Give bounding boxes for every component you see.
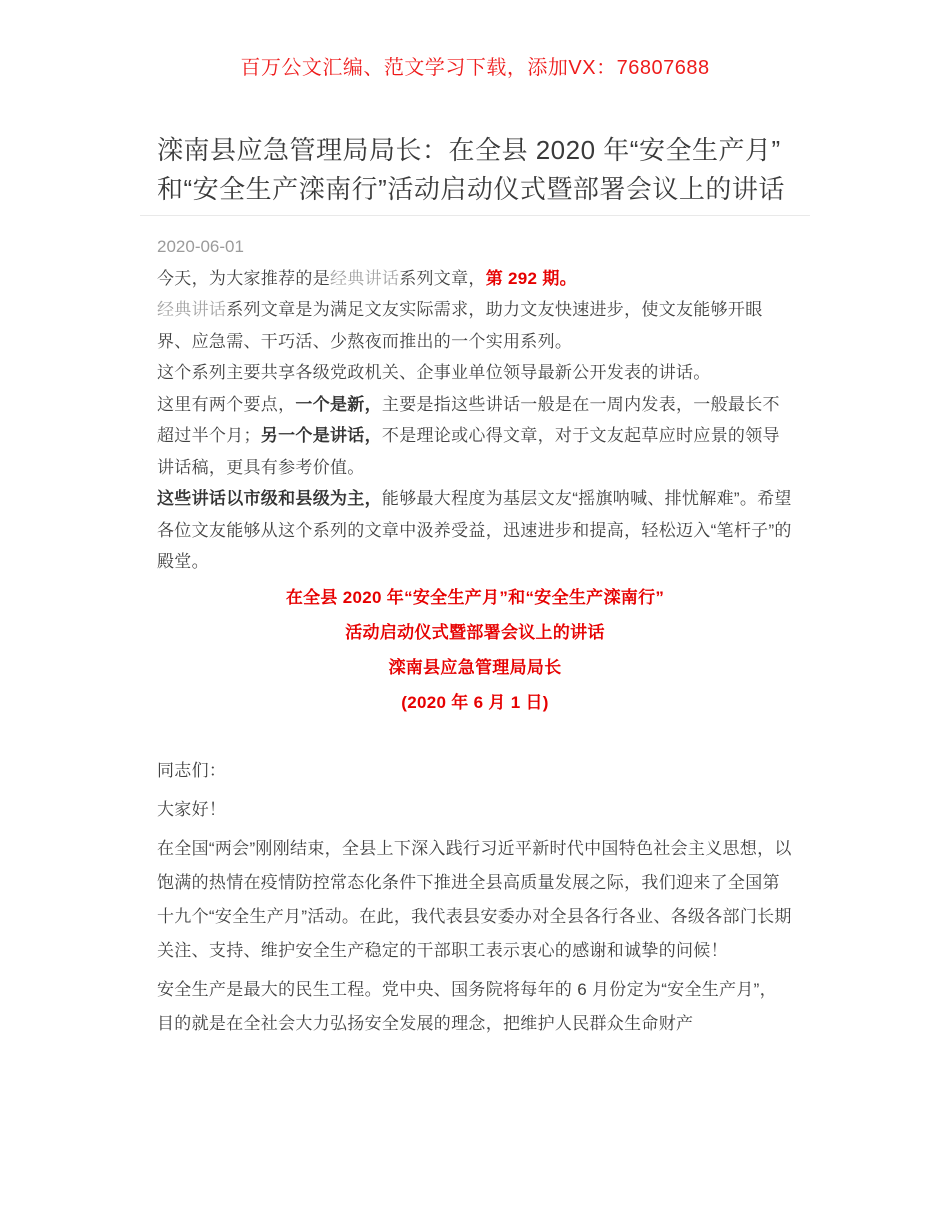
intro-paragraph [140,263,810,295]
series-link[interactable]: 经典讲话 [157,300,227,319]
text-segment: 这个系列主要共享各级党政机关、企事业单位领导最新公开发表的讲话。 [157,363,711,382]
article-date: 2020-06-01 [157,237,244,256]
intro-section [140,263,810,578]
intro-paragraph [140,357,810,389]
text-segment: 一个是新， [295,394,382,414]
speech-heading-block [140,580,810,720]
text-segment: 系列文章是为满足文友实际需求，助力文友快速进步，使文友能够开眼界、应急需、干巧活、少熬夜而推出的一个实用系列。 [157,300,763,351]
promo-notice: 百万公文汇编、范文学习下载，添加VX：76807688 [240,57,710,79]
intro-paragraph [140,483,810,578]
text-segment: 今天，为大家推荐的是 [157,268,330,288]
text-segment: 能够最大程度为基层文友“摇旗呐喊、排忧解难”。希望各位文友能够从这个系列的文章中汲养受益，迅速进步和提高，轻松迈入“笔杆子”的殿堂。 [157,489,792,571]
speech-heading-author: 滦南县应急管理局局长 [388,657,562,677]
intro-paragraph [140,294,810,357]
text-segment: 不是理论或心得文章，对于文友起草应时应景的领导讲话稿，更具有参考价值。 [157,426,780,477]
text-segment: 另一个是讲话， [260,426,382,445]
text-segment: 第 292 期。 [485,268,577,288]
speech-paragraph: 安全生产是最大的民生工程。党中央、国务院将每年的 6 月份定为“安全生产月”，目的就是在全社会大力弘扬安全发展的理念，把维护人民群众生命财产 [157,979,777,1033]
intro-paragraph [140,389,810,484]
speech-paragraph: 在全国“两会”刚刚结束，全县上下深入践行习近平新时代中国特色社会主义思想，以饱满的热情在疫情防控常态化条件下推进全县高质量发展之际，我们迎来了全国第十九个“安全生产月”活动。在此，我代表县安委办对全县各行各业、各级各部门长期关注、支持、维护安全生产稳定的干部职工表示衷心的感谢和诚挚的问候！ [157,838,792,960]
speech-heading-date: (2020 年 6 月 1 日) [401,692,549,712]
page-title: 滦南县应急管理局局长：在全县 2020 年“安全生产月”和“安全生产滦南行”活动启动仪式暨部署会议上的讲话 [157,135,785,204]
speech-heading-line: 活动启动仪式暨部署会议上的讲话 [345,622,605,642]
series-link[interactable]: 经典讲话 [330,268,400,288]
speech-salutation: 同志们： [157,760,227,780]
speech-body [140,754,810,1041]
speech-heading-line: 在全县 2020 年“安全生产月”和“安全生产滦南行” [285,587,665,607]
text-segment: 这些讲话以市级和县级为主， [157,489,382,508]
article-container [140,131,810,1041]
text-segment: 主要是指这些讲话一般是在一周内发表，一般最长不超过半个月； [157,394,780,445]
text-segment: 这里有两个要点， [157,394,296,414]
title-divider [140,215,810,216]
speech-greeting: 大家好！ [157,799,227,819]
text-segment: 系列文章， [399,268,486,288]
